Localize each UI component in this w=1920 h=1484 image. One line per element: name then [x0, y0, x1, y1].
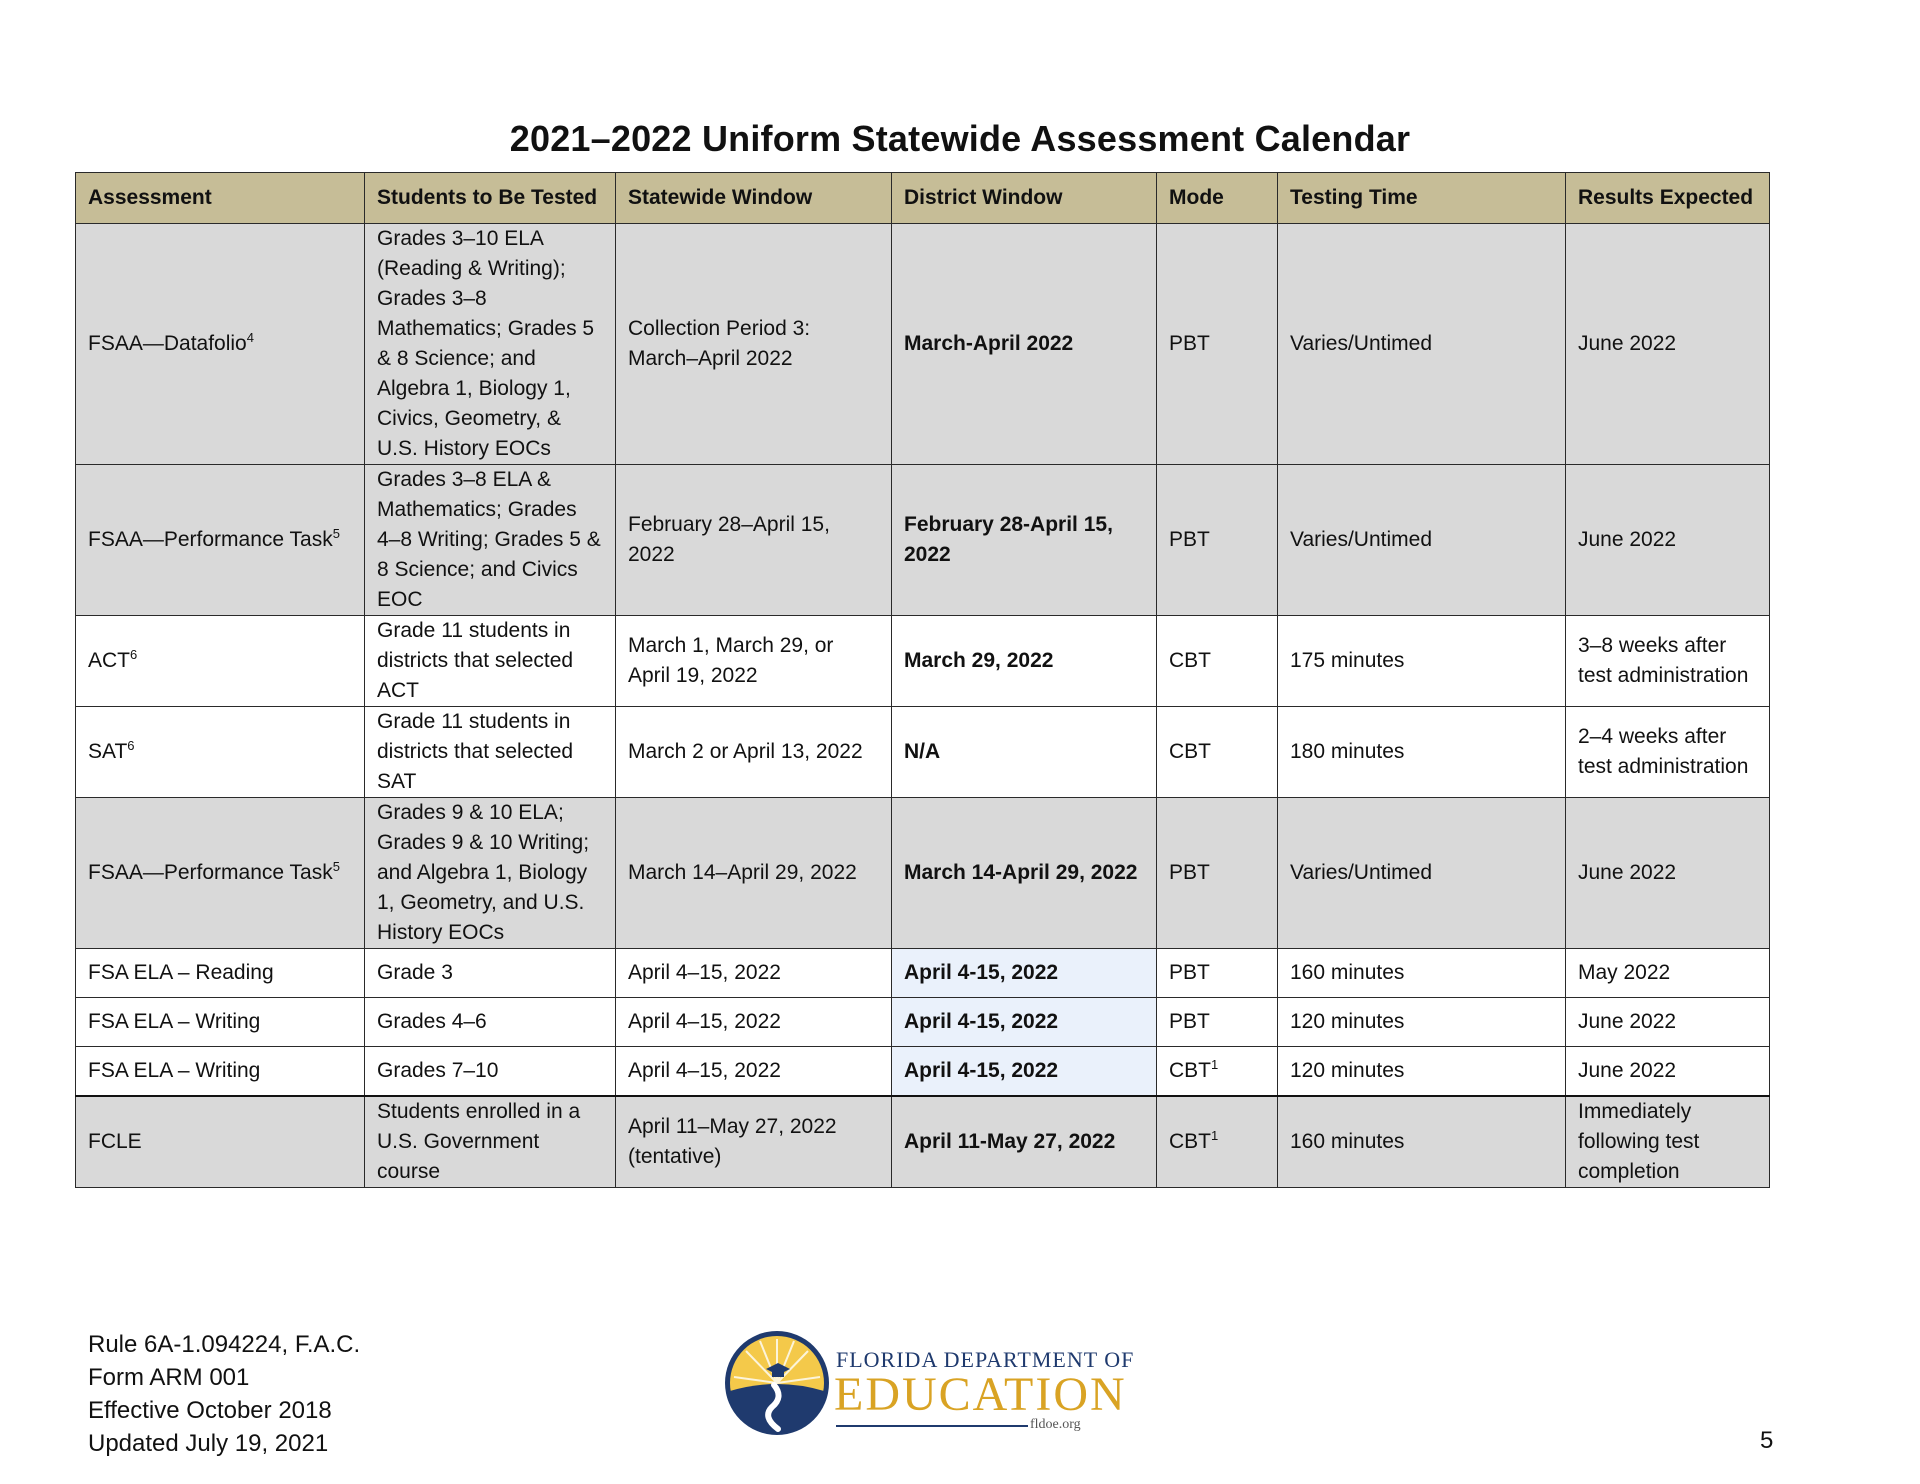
district-window-cell: April 11-May 27, 2022 — [892, 1096, 1157, 1188]
testing-time-cell: 160 minutes — [1278, 1096, 1566, 1188]
mode-cell — [1157, 1047, 1278, 1097]
testing-time-cell: 180 minutes — [1278, 707, 1566, 798]
results-expected-cell: 3–8 weeks after test administration — [1566, 616, 1770, 707]
fldoe-seal-icon — [722, 1325, 832, 1445]
district-window-cell: N/A — [892, 707, 1157, 798]
assessment-name: FSAA—Performance Task — [88, 861, 333, 884]
statewide-window-cell: April 4–15, 2022 — [616, 1047, 892, 1097]
table-row — [76, 707, 1770, 798]
logo-underline — [836, 1425, 1028, 1427]
rule-citation: Rule 6A-1.094224, F.A.C. — [88, 1331, 361, 1358]
footnote-marker: 1 — [1211, 1057, 1219, 1072]
students-cell: Grades 7–10 — [365, 1047, 616, 1097]
testing-time-cell: 120 minutes — [1278, 998, 1566, 1047]
assessment-cell — [76, 224, 365, 465]
students-cell: Grades 4–6 — [365, 998, 616, 1047]
testing-time-cell: 160 minutes — [1278, 949, 1566, 998]
testing-time-cell: Varies/Untimed — [1278, 465, 1566, 616]
assessment-cell — [76, 949, 365, 998]
students-cell: Grades 9 & 10 ELA; Grades 9 & 10 Writing; and Algebra 1, Biology 1, Geometry, and U.S. History EOCs — [365, 798, 616, 949]
footnote-marker: 5 — [332, 526, 340, 541]
column-header: District Window — [892, 173, 1157, 224]
updated-date: Updated July 19, 2021 — [88, 1430, 329, 1457]
effective-date: Effective October 2018 — [88, 1397, 332, 1424]
table-header-row — [76, 173, 1770, 224]
assessment-cell — [76, 707, 365, 798]
statewide-window-cell: Collection Period 3: March–April 2022 — [616, 224, 892, 465]
statewide-window-cell: February 28–April 15, 2022 — [616, 465, 892, 616]
results-expected-cell: June 2022 — [1566, 998, 1770, 1047]
mode-value: PBT — [1169, 332, 1210, 355]
district-window-cell: February 28-April 15, 2022 — [892, 465, 1157, 616]
mode-value: PBT — [1169, 1010, 1210, 1033]
assessment-cell — [76, 798, 365, 949]
results-expected-cell: June 2022 — [1566, 465, 1770, 616]
footnote-marker: 6 — [127, 738, 135, 753]
district-window-cell: April 4-15, 2022 — [892, 998, 1157, 1047]
assessment-cell — [76, 1047, 365, 1097]
assessment-cell — [76, 465, 365, 616]
mode-value: CBT — [1169, 740, 1211, 763]
district-window-cell: March 14-April 29, 2022 — [892, 798, 1157, 949]
column-header: Statewide Window — [616, 173, 892, 224]
testing-time-cell: Varies/Untimed — [1278, 798, 1566, 949]
district-window-cell: March-April 2022 — [892, 224, 1157, 465]
students-cell: Grade 11 students in districts that selected ACT — [365, 616, 616, 707]
mode-value: PBT — [1169, 528, 1210, 551]
footnote-marker: 5 — [332, 859, 340, 874]
column-header: Students to Be Tested — [365, 173, 616, 224]
students-cell: Grades 3–8 ELA & Mathematics; Grades 4–8 Writing; Grades 5 & 8 Science; and Civics EOC — [365, 465, 616, 616]
mode-cell — [1157, 1096, 1278, 1188]
table-row — [76, 616, 1770, 707]
mode-cell — [1157, 949, 1278, 998]
table-row — [76, 949, 1770, 998]
testing-time-cell: Varies/Untimed — [1278, 224, 1566, 465]
statewide-window-cell: April 4–15, 2022 — [616, 998, 892, 1047]
mode-cell — [1157, 798, 1278, 949]
statewide-window-cell: March 2 or April 13, 2022 — [616, 707, 892, 798]
assessment-name: FCLE — [88, 1130, 142, 1153]
results-expected-cell: Immediately following test completion — [1566, 1096, 1770, 1188]
assessment-name: FSA ELA – Reading — [88, 961, 274, 984]
column-header: Assessment — [76, 173, 365, 224]
assessment-name: FSAA—Performance Task — [88, 528, 333, 551]
students-cell: Grade 3 — [365, 949, 616, 998]
statewide-window-cell: April 4–15, 2022 — [616, 949, 892, 998]
mode-value: CBT — [1169, 1059, 1211, 1082]
district-window-cell: April 4-15, 2022 — [892, 1047, 1157, 1097]
mode-cell — [1157, 616, 1278, 707]
mode-cell — [1157, 224, 1278, 465]
results-expected-cell: June 2022 — [1566, 1047, 1770, 1097]
assessment-name: ACT — [88, 649, 130, 672]
mode-cell — [1157, 465, 1278, 616]
district-window-cell: March 29, 2022 — [892, 616, 1157, 707]
table-row — [76, 1047, 1770, 1097]
logo-line-1: FLORIDA DEPARTMENT OF — [836, 1347, 1135, 1372]
table-row — [76, 465, 1770, 616]
assessment-name: FSA ELA – Writing — [88, 1010, 261, 1033]
footnote-marker: 4 — [246, 330, 254, 345]
assessment-cell — [76, 998, 365, 1047]
fldoe-logo — [722, 1325, 1135, 1445]
statewide-window-cell: April 11–May 27, 2022 (tentative) — [616, 1096, 892, 1188]
district-window-cell: April 4-15, 2022 — [892, 949, 1157, 998]
column-header: Testing Time — [1278, 173, 1566, 224]
form-number: Form ARM 001 — [88, 1364, 250, 1391]
statewide-window-cell: March 14–April 29, 2022 — [616, 798, 892, 949]
assessment-cell — [76, 1096, 365, 1188]
column-header: Mode — [1157, 173, 1278, 224]
table-row — [76, 998, 1770, 1047]
results-expected-cell: June 2022 — [1566, 798, 1770, 949]
results-expected-cell: May 2022 — [1566, 949, 1770, 998]
logo-url: fldoe.org — [1030, 1417, 1081, 1432]
assessment-calendar-table — [75, 172, 1770, 1188]
assessment-name: SAT — [88, 740, 128, 763]
footer-rule-info — [88, 1328, 360, 1460]
testing-time-cell: 175 minutes — [1278, 616, 1566, 707]
table-row — [76, 224, 1770, 465]
statewide-window-cell: March 1, March 29, or April 19, 2022 — [616, 616, 892, 707]
mode-value: CBT — [1169, 649, 1211, 672]
mode-value: PBT — [1169, 861, 1210, 884]
mode-value: PBT — [1169, 961, 1210, 984]
table-row — [76, 798, 1770, 949]
page-number: 5 — [1760, 1427, 1774, 1454]
mode-value: CBT — [1169, 1130, 1211, 1153]
mode-cell — [1157, 707, 1278, 798]
footnote-marker: 1 — [1211, 1128, 1219, 1143]
students-cell: Students enrolled in a U.S. Government course — [365, 1096, 616, 1188]
assessment-name: FSA ELA – Writing — [88, 1059, 261, 1082]
page-title: 2021–2022 Uniform Statewide Assessment Calendar — [509, 118, 1411, 159]
logo-line-2: EDUCATION — [834, 1368, 1127, 1421]
footnote-marker: 6 — [130, 647, 138, 662]
column-header: Results Expected — [1566, 173, 1770, 224]
testing-time-cell: 120 minutes — [1278, 1047, 1566, 1097]
results-expected-cell: 2–4 weeks after test administration — [1566, 707, 1770, 798]
students-cell: Grade 11 students in districts that selected SAT — [365, 707, 616, 798]
mode-cell — [1157, 998, 1278, 1047]
table-row — [76, 1096, 1770, 1188]
assessment-name: FSAA—Datafolio — [88, 332, 247, 355]
assessment-cell — [76, 616, 365, 707]
students-cell: Grades 3–10 ELA (Reading & Writing); Grades 3–8 Mathematics; Grades 5 & 8 Science; and Algebra 1, Biology 1, Civics, Geometry, & U.S. History EOCs — [365, 224, 616, 465]
results-expected-cell: June 2022 — [1566, 224, 1770, 465]
